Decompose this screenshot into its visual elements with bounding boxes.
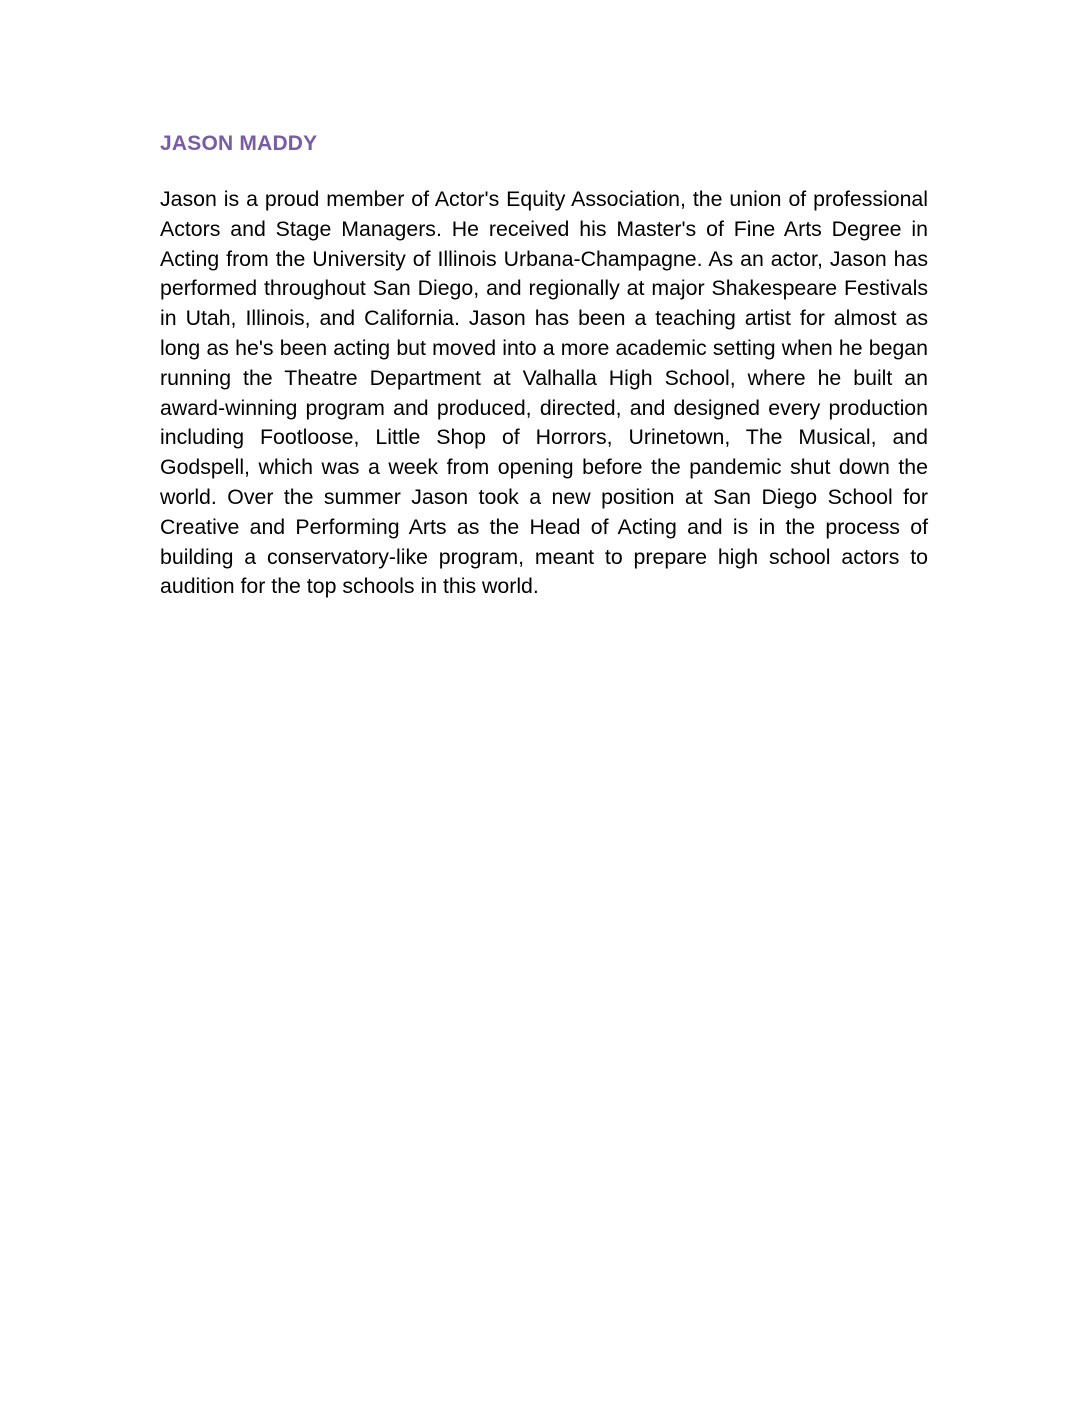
person-name-heading: JASON MADDY xyxy=(160,132,318,155)
biography-paragraph: Jason is a proud member of Actor's Equity Association, the union of professional Actors and Stage Managers. He received his Master's of Fine Arts Degree in Acting from the University of Illinois Urbana-Champagne. As an actor, Jason has performed throughout San Diego, and regionally at major Shakespeare Festivals in Utah, Illinois, and California. Jason has been a teaching artist for almost as long as he's been acting but moved into a more academic setting when he began running the Theatre Department at Valhalla High School, where he built an award-winning program and produced, directed, and designed every production including Footloose, Little Shop of Horrors, Urinetown, The Musical, and Godspell, which was a week from opening before the pandemic shut down the world. Over the summer Jason took a new position at San Diego School for Creative and Performing Arts as the Head of Acting and is in the process of building a conservatory-like program, meant to prepare high school actors to audition for the top schools in this world. xyxy=(160,187,928,599)
